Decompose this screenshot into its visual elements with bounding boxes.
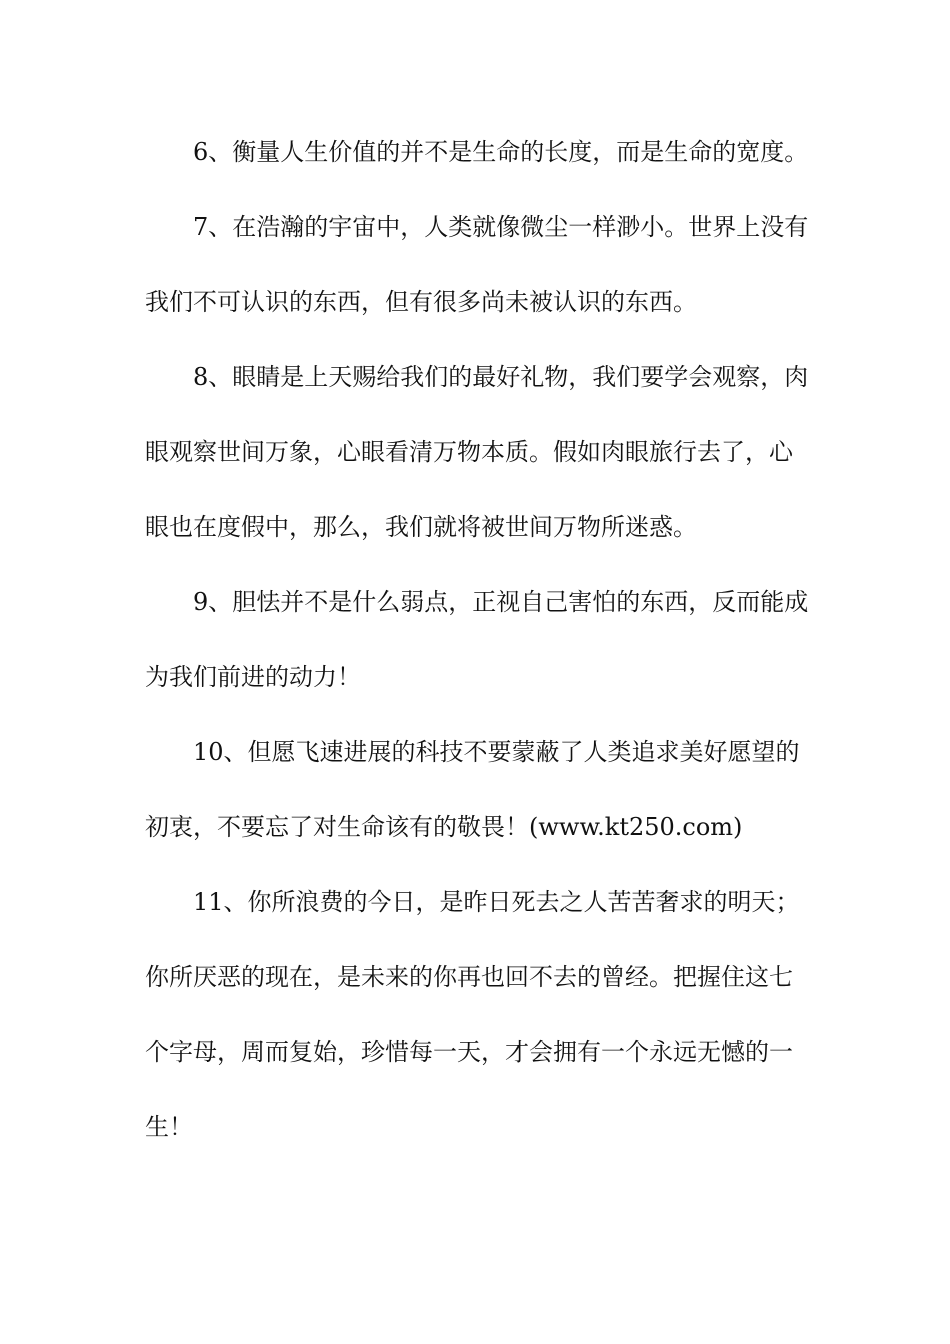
paragraph-8-line-1: 8、眼睛是上天赐给我们的最好礼物，我们要学会观察，肉 xyxy=(193,363,809,391)
paragraph-7-line-1: 7、在浩瀚的宇宙中，人类就像微尘一样渺小。世界上没有 xyxy=(193,213,809,241)
paragraph-10-line-2: 初衷，不要忘了对生命该有的敬畏！(www.kt250.com) xyxy=(145,813,743,841)
paragraph-11-line-1: 11、你所浪费的今日，是昨日死去之人苦苦奢求的明天； xyxy=(193,888,800,916)
paragraph-11-line-2: 你所厌恶的现在，是未来的你再也回不去的曾经。把握住这七 xyxy=(145,963,793,991)
paragraph-7-line-2: 我们不可认识的东西，但有很多尚未被认识的东西。 xyxy=(145,288,697,316)
paragraph-11-line-3: 个字母，周而复始，珍惜每一天，才会拥有一个永远无憾的一 xyxy=(145,1038,793,1066)
paragraph-8-line-2: 眼观察世间万象，心眼看清万物本质。假如肉眼旅行去了，心 xyxy=(145,438,793,466)
paragraph-11-line-4: 生！ xyxy=(145,1113,193,1141)
paragraph-8-line-3: 眼也在度假中，那么，我们就将被世间万物所迷惑。 xyxy=(145,513,697,541)
paragraph-10-line-1: 10、但愿飞速进展的科技不要蒙蔽了人类追求美好愿望的 xyxy=(193,738,800,766)
paragraph-6-line-1: 6、衡量人生价值的并不是生命的长度，而是生命的宽度。 xyxy=(193,138,809,166)
paragraph-9-line-1: 9、胆怯并不是什么弱点，正视自己害怕的东西，反而能成 xyxy=(193,588,809,616)
paragraph-9-line-2: 为我们前进的动力！ xyxy=(145,663,361,691)
